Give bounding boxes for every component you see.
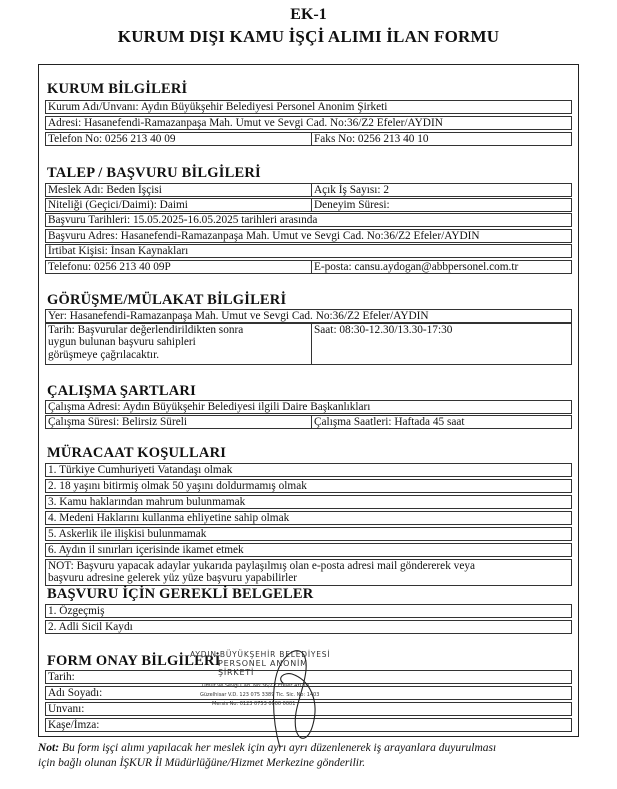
gorusme-saat-field (311, 323, 572, 365)
kurum-adi-field: Kurum Adı/Unvanı: Aydın Büyükşehir Belediyesi Personel Anonim Şirketi (45, 100, 572, 114)
muracaat-item: 3. Kamu haklarından mahrum bulunmamak (45, 495, 572, 509)
calisma-adres-field: Çalışma Adresi: Aydın Büyükşehir Belediyesi ilgili Daire Başkanlıkları (45, 400, 572, 414)
section-talep-heading: TALEP / BAŞVURU BİLGİLERİ (47, 165, 261, 181)
annex-label: EK-1 (290, 6, 327, 23)
muracaat-item: 1. Türkiye Cumhuriyeti Vatandaşı olmak (45, 463, 572, 477)
footnote-line-2: için bağlı olunan İŞKUR İl Müdürlüğüne/Hizmet Merkezine gönderilir. (38, 757, 366, 769)
deneyim-field: Deneyim Süresi: (311, 198, 572, 212)
basvuru-tarihleri-field: Başvuru Tarihleri: 15.05.2025-16.05.2025 tarihleri arasında (45, 213, 572, 227)
gorusme-tarih-field (45, 323, 312, 365)
gorusme-yer-field: Yer: Hasanefendi-Ramazanpaşa Mah. Umut ve Sevgi Cad. No:36/Z2 Efeler/AYDIN (45, 309, 572, 323)
stamp-line-1: AYDIN BÜYÜKŞEHİR BELEDİYESİ (190, 650, 331, 659)
muracaat-item: 5. Askerlik ile ilişkisi bulunmamak (45, 527, 572, 541)
section-belgeler-heading: BAŞVURU İÇİN GEREKLİ BELGELER (47, 586, 314, 602)
stamp-line-3: Umut ve Sevgi Cad. No:36/Z2 Efeler AYDIN (202, 683, 310, 689)
eposta-field: E-posta: cansu.aydogan@abbpersonel.com.tr (311, 260, 572, 274)
stamp-line-5: Mersis No: 0123 0753 0000 0001 (212, 701, 296, 707)
acik-is-field: Açık İş Sayısı: 2 (311, 183, 572, 197)
muracaat-item: 6. Aydın il sınırları içerisinde ikamet etmek (45, 543, 572, 557)
belge-item: 2. Adli Sicil Kaydı (45, 620, 572, 634)
calisma-saatleri-field: Çalışma Saatleri: Haftada 45 saat (311, 415, 572, 429)
irtibat-field: İrtibat Kişisi: İnsan Kaynakları (45, 244, 572, 258)
onay-tarih-field: Tarih: (45, 670, 572, 684)
belge-item: 1. Özgeçmiş (45, 604, 572, 618)
basvuru-adres-field: Başvuru Adres: Hasanefendi-Ramazanpaşa Mah. Umut ve Sevgi Cad. No:36/Z2 Efeler/AYDIN (45, 229, 572, 243)
form-frame (38, 64, 579, 737)
footnote (38, 741, 598, 771)
onay-adi-soyadi-field: Adı Soyadı: (45, 686, 572, 700)
muracaat-item: 2. 18 yaşını bitirmiş olmak 50 yaşını doldurmamış olmak (45, 479, 572, 493)
muracaat-note-line-1: NOT: Başvuru yapacak adaylar yukarıda paylaşılmış olan e-posta adresi mail göndererek veya (48, 560, 475, 572)
section-muracaat-heading: MÜRACAAT KOŞULLARI (47, 445, 227, 461)
meslek-field: Meslek Adı: Beden İşçisi (45, 183, 312, 197)
talep-telefon-field: Telefonu: 0256 213 40 09P (45, 260, 312, 274)
gorusme-tarih-line-3: görüşmeye çağrılacaktır. (48, 348, 160, 361)
kurum-faks-field: Faks No: 0256 213 40 10 (311, 132, 572, 146)
kurum-telefon-field: Telefon No: 0256 213 40 09 (45, 132, 312, 146)
section-calisma-heading: ÇALIŞMA ŞARTLARI (47, 383, 196, 399)
gorusme-saat-value: Saat: 08:30-12.30/13.30-17:30 (314, 324, 453, 336)
gorusme-tarih-line-1: Tarih: Başvurular değerlendirildikten sonra (48, 324, 244, 336)
muracaat-note-line-2: başvuru adresine gelerek yüz yüze başvuru yapabilirler (48, 572, 298, 585)
stamp-line-2: PERSONEL ANONİM ŞİRKETİ (218, 659, 308, 677)
kurum-adres-field: Adresi: Hasanefendi-Ramazanpaşa Mah. Umut ve Sevgi Cad. No:36/Z2 Efeler/AYDIN (45, 116, 572, 130)
muracaat-note (45, 559, 572, 586)
section-kurum-heading: KURUM BİLGİLERİ (47, 81, 188, 97)
signature-mark (262, 640, 332, 752)
footnote-line-1: Bu form işçi alımı yapılacak her meslek için ayrı ayrı düzenlenerek iş arayanlara duyurulması (59, 742, 497, 754)
stamp-line-4: Güzelhisar V.D. 123 075 3389 Tic. Sic. No: 1403 (200, 692, 320, 698)
onay-kase-field: Kaşe/İmza: (45, 718, 572, 732)
onay-unvani-field: Unvanı: (45, 702, 572, 716)
gorusme-tarih-line-2: uygun bulunan başvuru sahipleri (48, 336, 196, 349)
section-gorusme-heading: GÖRÜŞME/MÜLAKAT BİLGİLERİ (47, 292, 287, 308)
section-onay-heading: FORM ONAY BİLGİLERİ (47, 653, 221, 669)
nitelik-field: Niteliği (Geçici/Daimi): Daimi (45, 198, 312, 212)
form-title: KURUM DIŞI KAMU İŞÇİ ALIMI İLAN FORMU (117, 27, 500, 46)
muracaat-item: 4. Medeni Haklarını kullanma ehliyetine sahip olmak (45, 511, 572, 525)
footnote-label: Not: (38, 742, 60, 754)
calisma-suresi-field: Çalışma Süresi: Belirsiz Süreli (45, 415, 312, 429)
